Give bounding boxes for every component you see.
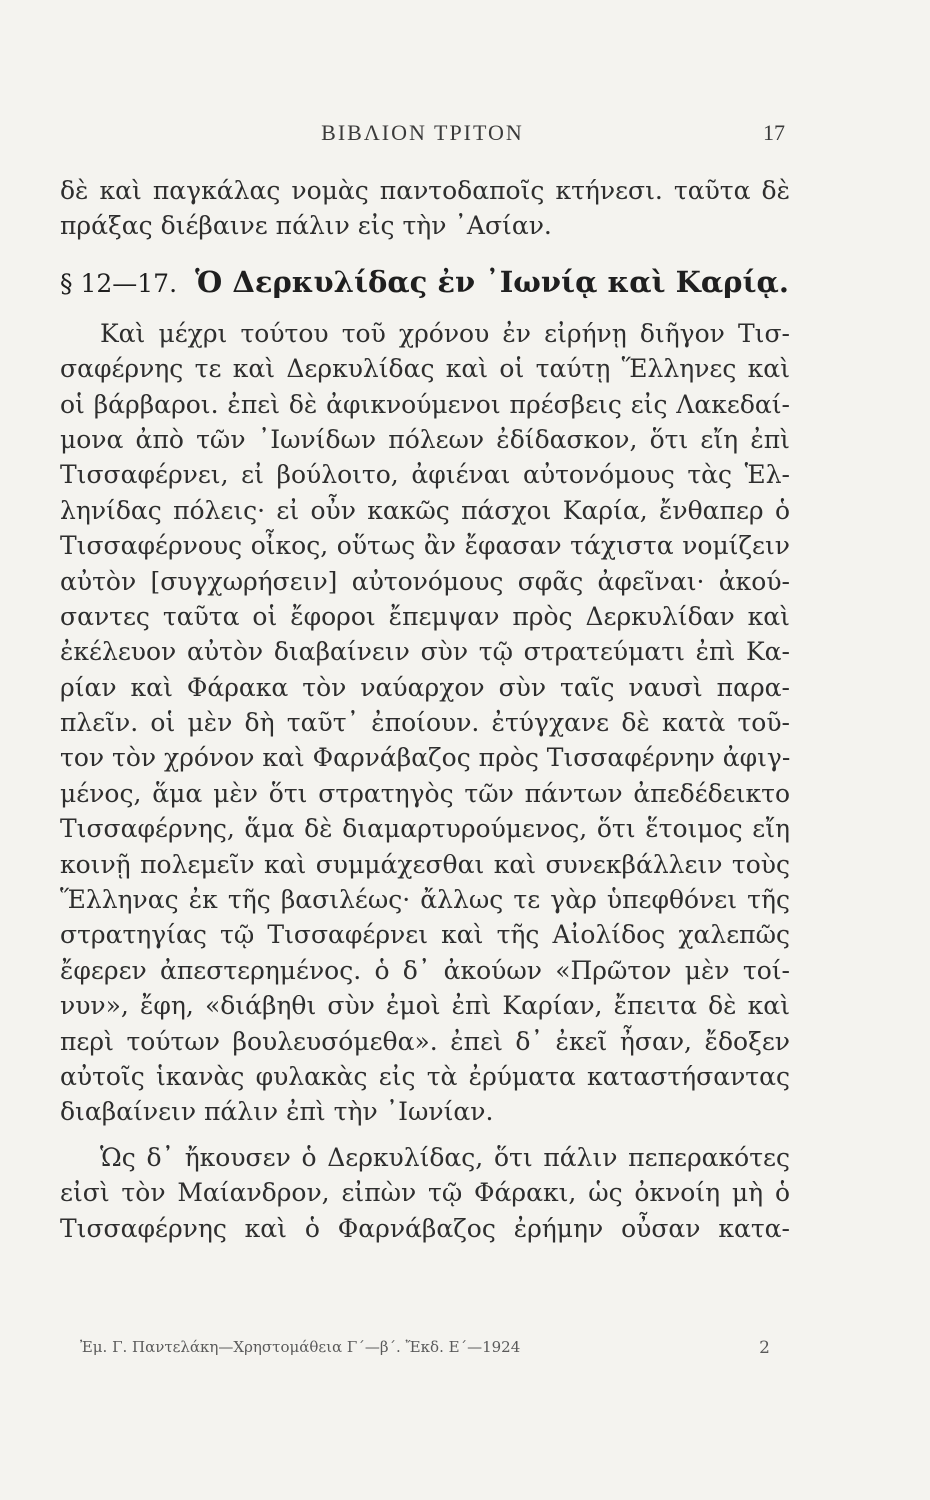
body-text — [60, 173, 790, 1246]
text-line: αὐτὸν [συγχωρήσειν] αὐτονόμους σφᾶς ἀφεῖναι· ἀκού- — [60, 566, 790, 596]
running-head: ΒΙΒΛΙΟΝ ΤΡΙΤΟΝ — [321, 120, 524, 145]
paragraph — [60, 1140, 790, 1246]
page-header — [60, 120, 785, 150]
paragraph — [60, 316, 790, 1130]
text-line: Ἕλληνας ἐκ τῆς βασιλέως· ἄλλως τε γὰρ ὑπεφθόνει τῆς — [60, 885, 790, 915]
text-line: σαφέρνης τε καὶ Δερκυλίδας καὶ οἱ ταύτῃ Ἕλληνες καὶ — [60, 354, 790, 384]
text-line: στρατηγίας τῷ Τισσαφέρνει καὶ τῆς Αἰολίδος χαλεπῶς — [60, 920, 790, 950]
text-line: μένος, ἅμα μὲν ὅτι στρατηγὸς τῶν πάντων ἀπεδέδεικτο — [60, 778, 790, 808]
footer-credit: Ἐμ. Γ. Παντελάκη—Χρηστομάθεια Γ΄—β΄. Ἔκδ. Ε΄—1924 — [80, 1338, 521, 1356]
text-line: ρίαν καὶ Φάρακα τὸν ναύαρχον σὺν ταῖς ναυσὶ παρα- — [60, 672, 790, 702]
text-line: ληνίδας πόλεις· εἰ οὖν κακῶς πάσχοι Καρία, ἔνθαπερ ὁ — [60, 495, 790, 525]
text-line: πράξας διέβαινε πάλιν εἰς τὴν ᾿Ασίαν. — [60, 211, 552, 241]
text-line: Καὶ μέχρι τούτου τοῦ χρόνου ἐν εἰρήνῃ διῆγον Τισ- — [100, 318, 790, 348]
text-line: πλεῖν. οἱ μὲν δὴ ταῦτ᾿ ἐποίουν. ἐτύγχανε δὲ κατὰ τοῦ- — [60, 708, 790, 738]
text-line: νυν», ἔφη, «διάβηθι σὺν ἐμοὶ ἐπὶ Καρίαν, ἔπειτα δὲ καὶ — [60, 991, 790, 1021]
text-line: ἔφερεν ἀπεστερημένος. ὁ δ᾿ ἀκούων «Πρῶτον μὲν τοί- — [60, 955, 790, 985]
text-line: Ὡς δ᾿ ἤκουσεν ὁ Δερκυλίδας, ὅτι πάλιν πεπερακότες — [100, 1142, 790, 1172]
text-line: δὲ καὶ παγκάλας νομὰς παντοδαποῖς κτήνεσι. ταῦτα δὲ — [60, 176, 790, 205]
text-line: Τισσαφέρνης καὶ ὁ Φαρνάβαζος ἐρήμην οὖσαν κατα- — [60, 1213, 790, 1243]
text-line: διαβαίνειν πάλιν ἐπὶ τὴν ᾿Ιωνίαν. — [60, 1097, 494, 1127]
page-number: 17 — [763, 120, 785, 145]
text-line: Τισσαφέρνει, εἰ βούλοιτο, ἀφιέναι αὐτονόμους τὰς Ἑλ- — [60, 460, 790, 490]
text-line: αὐτοῖς ἱκανὰς φυλακὰς εἰς τὰ ἐρύματα καταστήσαντας — [60, 1061, 790, 1091]
text-line: περὶ τούτων βουλευσόμεθα». ἐπεὶ δ᾿ ἐκεῖ ἦσαν, ἔδοξεν — [60, 1026, 790, 1056]
text-line: οἱ βάρβαροι. ἐπεὶ δὲ ἀφικνούμενοι πρέσβεις εἰς Λακεδαί- — [60, 389, 790, 419]
text-line: τον τὸν χρόνον καὶ Φαρνάβαζος πρὸς Τισσαφέρνην ἀφιγ- — [60, 743, 791, 773]
section-title: Ὁ Δερκυλίδας ἐν ᾿Ιωνίᾳ καὶ Καρίᾳ. — [195, 264, 789, 299]
text-line: μονα ἀπὸ τῶν ᾿Ιωνίδων πόλεων ἐδίδασκον, ὅτι εἴη ἐπὶ — [60, 424, 790, 454]
section-heading — [60, 256, 790, 308]
section-number: § 12—17. — [60, 268, 178, 298]
text-line: Τισσαφέρνους οἶκος, οὕτως ἂν ἔφασαν τάχιστα νομίζειν — [60, 531, 790, 561]
signature-mark: 2 — [759, 1338, 770, 1358]
text-line: κοινῇ πολεμεῖν καὶ συμμάχεσθαι καὶ συνεκβάλλειν τοὺς — [60, 849, 790, 879]
text-line: εἰσὶ τὸν Μαίανδρον, εἰπὼν τῷ Φάρακι, ὡς ὀκνοίη μὴ ὁ — [60, 1178, 790, 1208]
text-line: σαντες ταῦτα οἱ ἔφοροι ἔπεμψαν πρὸς Δερκυλίδαν καὶ — [60, 601, 790, 631]
text-line: Τισσαφέρνης, ἅμα δὲ διαμαρτυρούμενος, ὅτι ἕτοιμος εἴη — [60, 814, 790, 844]
text-line: ἐκέλευον αὐτὸν διαβαίνειν σὺν τῷ στρατεύματι ἐπὶ Κα- — [60, 637, 790, 667]
page-footer — [80, 1338, 770, 1362]
